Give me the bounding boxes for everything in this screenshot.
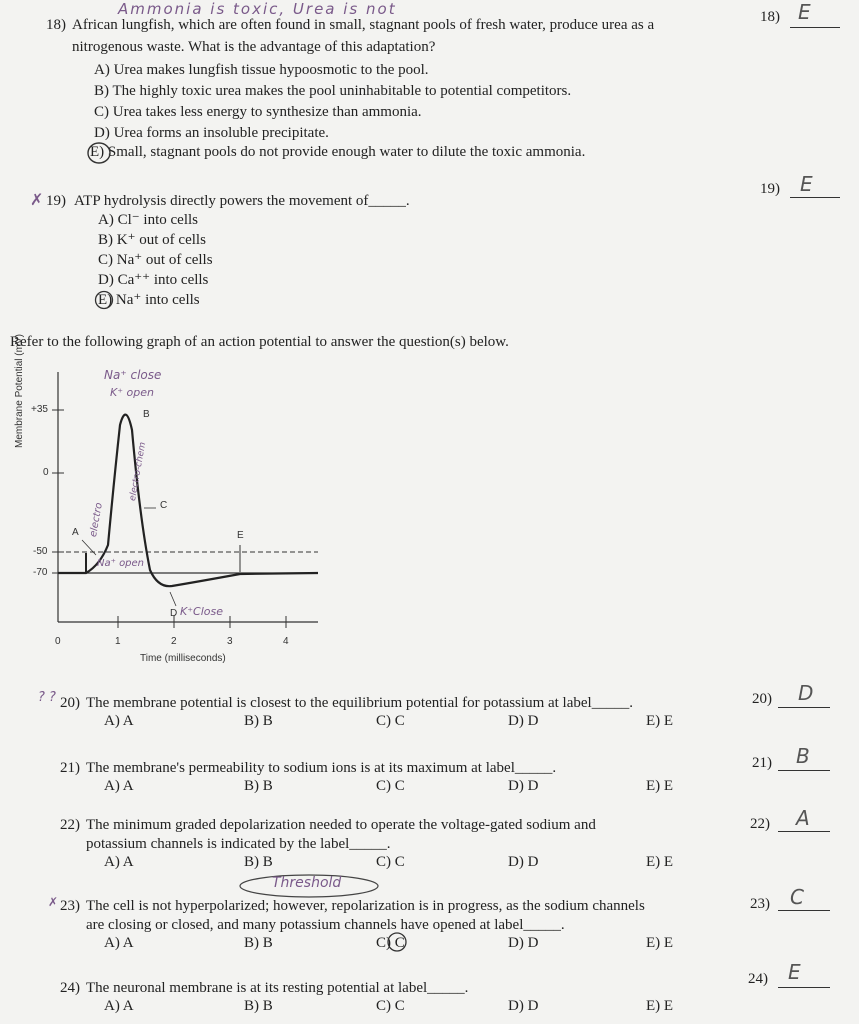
y-tick-minus-50: -50 [33,546,48,557]
y-tick-minus-70: -70 [33,567,48,578]
question-18-option-e-text: E) Small, stagnant pools do not provide enough water to dilute the toxic ammonia. [90,144,586,160]
question-20-option-b[interactable]: B) B [244,713,273,729]
graph-y-axis-label: Membrane Potential (mV) [14,334,25,448]
handwritten-note: Ammonia is toxic, Urea is not [118,0,397,18]
question-24-option-a[interactable]: A) A [104,998,134,1014]
circle-mark-icon [86,141,112,165]
answer-19-value[interactable]: E [800,172,813,196]
question-21-text: The membrane's permeability to sodium ions is at its maximum at label_____. [86,760,557,776]
question-19-option-b[interactable]: B) K⁺ out of cells [98,232,206,248]
graph-label-c: C [160,500,168,511]
question-19-option-e[interactable]: E) Na⁺ into cells [98,292,200,308]
question-24-option-d[interactable]: D) D [508,998,539,1014]
question-18-option-d[interactable]: D) Urea forms an insoluble precipitate. [94,125,329,141]
handwritten-threshold: Threshold [272,875,342,891]
question-20-option-c[interactable]: C) C [376,713,405,729]
answer-23-label: 23) [750,896,770,912]
question-20-option-e[interactable]: E) E [646,713,674,729]
question-24-number: 24) [60,980,80,996]
question-20-mark: ? ? [38,690,56,705]
question-23-option-d[interactable]: D) D [508,935,539,951]
question-20-option-a[interactable]: A) A [104,713,134,729]
action-potential-graph [0,360,340,680]
question-19-option-a[interactable]: A) Cl⁻ into cells [98,212,198,228]
question-22-option-c[interactable]: C) C [376,854,405,870]
x-tick-0: 0 [55,636,61,647]
question-23-number: 23) [60,898,80,914]
question-21-option-d[interactable]: D) D [508,778,539,794]
graph-intro: Refer to the following graph of an action potential to answer the question(s) below. [10,334,509,350]
question-20-number: 20) [60,695,80,711]
answer-24-label: 24) [748,971,768,987]
question-22-option-a[interactable]: A) A [104,854,134,870]
question-21-option-b[interactable]: B) B [244,778,273,794]
handwritten-k-open: K⁺ open [110,386,154,399]
answer-21-label: 21) [752,755,772,771]
circle-mark-icon [386,931,408,953]
question-20-text: The membrane potential is closest to the equilibrium potential for potassium at label_____. [86,695,633,711]
graph-x-axis-label: Time (milliseconds) [140,653,226,664]
question-19-number: 19) [46,193,66,209]
handwritten-na-open: Na⁺ open [97,558,145,569]
question-19-text: ATP hydrolysis directly powers the movement of_____. [74,193,410,209]
question-20-option-d[interactable]: D) D [508,713,539,729]
graph-label-a: A [72,527,79,538]
x-tick-1: 1 [115,636,121,647]
question-23-text: The cell is not hyperpolarized; however, repolarization is in progress, as the sodium channels [86,898,645,914]
question-23-option-b[interactable]: B) B [244,935,273,951]
answer-22-label: 22) [750,816,770,832]
answer-22-value[interactable]: A [796,806,810,830]
question-23-text-cont: are closing or closed, and many potassium channels have opened at label_____. [86,917,565,933]
handwritten-k-close: K⁺Close [180,605,223,618]
question-21-option-c[interactable]: C) C [376,778,405,794]
answer-23-value[interactable]: C [790,885,804,909]
answer-18-value[interactable]: E [798,0,811,24]
y-tick-35: +35 [31,404,48,415]
question-22-text: The minimum graded depolarization needed to operate the voltage-gated sodium and [86,817,596,833]
question-24-option-e[interactable]: E) E [646,998,674,1014]
question-18-text-cont: nitrogenous waste. What is the advantage of this adaptation? [72,39,436,55]
circle-mark-icon [94,290,114,310]
y-tick-0: 0 [43,467,49,478]
question-18-option-c[interactable]: C) Urea takes less energy to synthesize than ammonia. [94,104,422,120]
question-22-text-cont: potassium channels is indicated by the label_____. [86,836,391,852]
question-19-mark: ✗ [30,190,44,209]
x-tick-3: 3 [227,636,233,647]
question-21-option-a[interactable]: A) A [104,778,134,794]
answer-19-label: 19) [760,181,780,197]
question-18-option-b[interactable]: B) The highly toxic urea makes the pool uninhabitable to potential competitors. [94,83,572,99]
question-19-option-c[interactable]: C) Na⁺ out of cells [98,252,213,268]
question-21-number: 21) [60,760,80,776]
question-23-mark: ✗ [48,895,59,909]
x-tick-4: 4 [283,636,289,647]
question-19-option-d[interactable]: D) Ca⁺⁺ into cells [98,272,209,288]
question-24-option-c[interactable]: C) C [376,998,405,1014]
question-22-number: 22) [60,817,80,833]
x-tick-2: 2 [171,636,177,647]
handwritten-electro-chem: electro-chem [128,441,149,502]
answer-21-value[interactable]: B [796,744,810,768]
graph-label-d: D [170,608,178,619]
question-23-option-c[interactable]: C) C [376,935,405,951]
answer-18-label: 18) [760,9,780,25]
question-18-option-a[interactable]: A) Urea makes lungfish tissue hypoosmotic to the pool. [94,62,429,78]
answer-24-value[interactable]: E [788,960,801,984]
question-21-option-e[interactable]: E) E [646,778,674,794]
answer-20-value[interactable]: D [798,681,814,705]
handwritten-electro: electro [88,501,105,538]
question-18-text: African lungfish, which are often found in small, stagnant pools of fresh water, produce urea as a [72,17,655,33]
handwritten-na-close: Na⁺ close [104,368,162,382]
question-24-text: The neuronal membrane is at its resting potential at label_____. [86,980,469,996]
graph-label-e: E [237,530,244,541]
question-22-option-d[interactable]: D) D [508,854,539,870]
question-23-option-e[interactable]: E) E [646,935,674,951]
question-18-option-e[interactable] [90,142,585,162]
question-24-option-b[interactable]: B) B [244,998,273,1014]
answer-20-label: 20) [752,691,772,707]
question-22-option-b[interactable]: B) B [244,854,273,870]
question-18-number: 18) [46,17,66,33]
question-23-option-a[interactable]: A) A [104,935,134,951]
graph-label-b: B [143,409,150,420]
question-22-option-e[interactable]: E) E [646,854,674,870]
